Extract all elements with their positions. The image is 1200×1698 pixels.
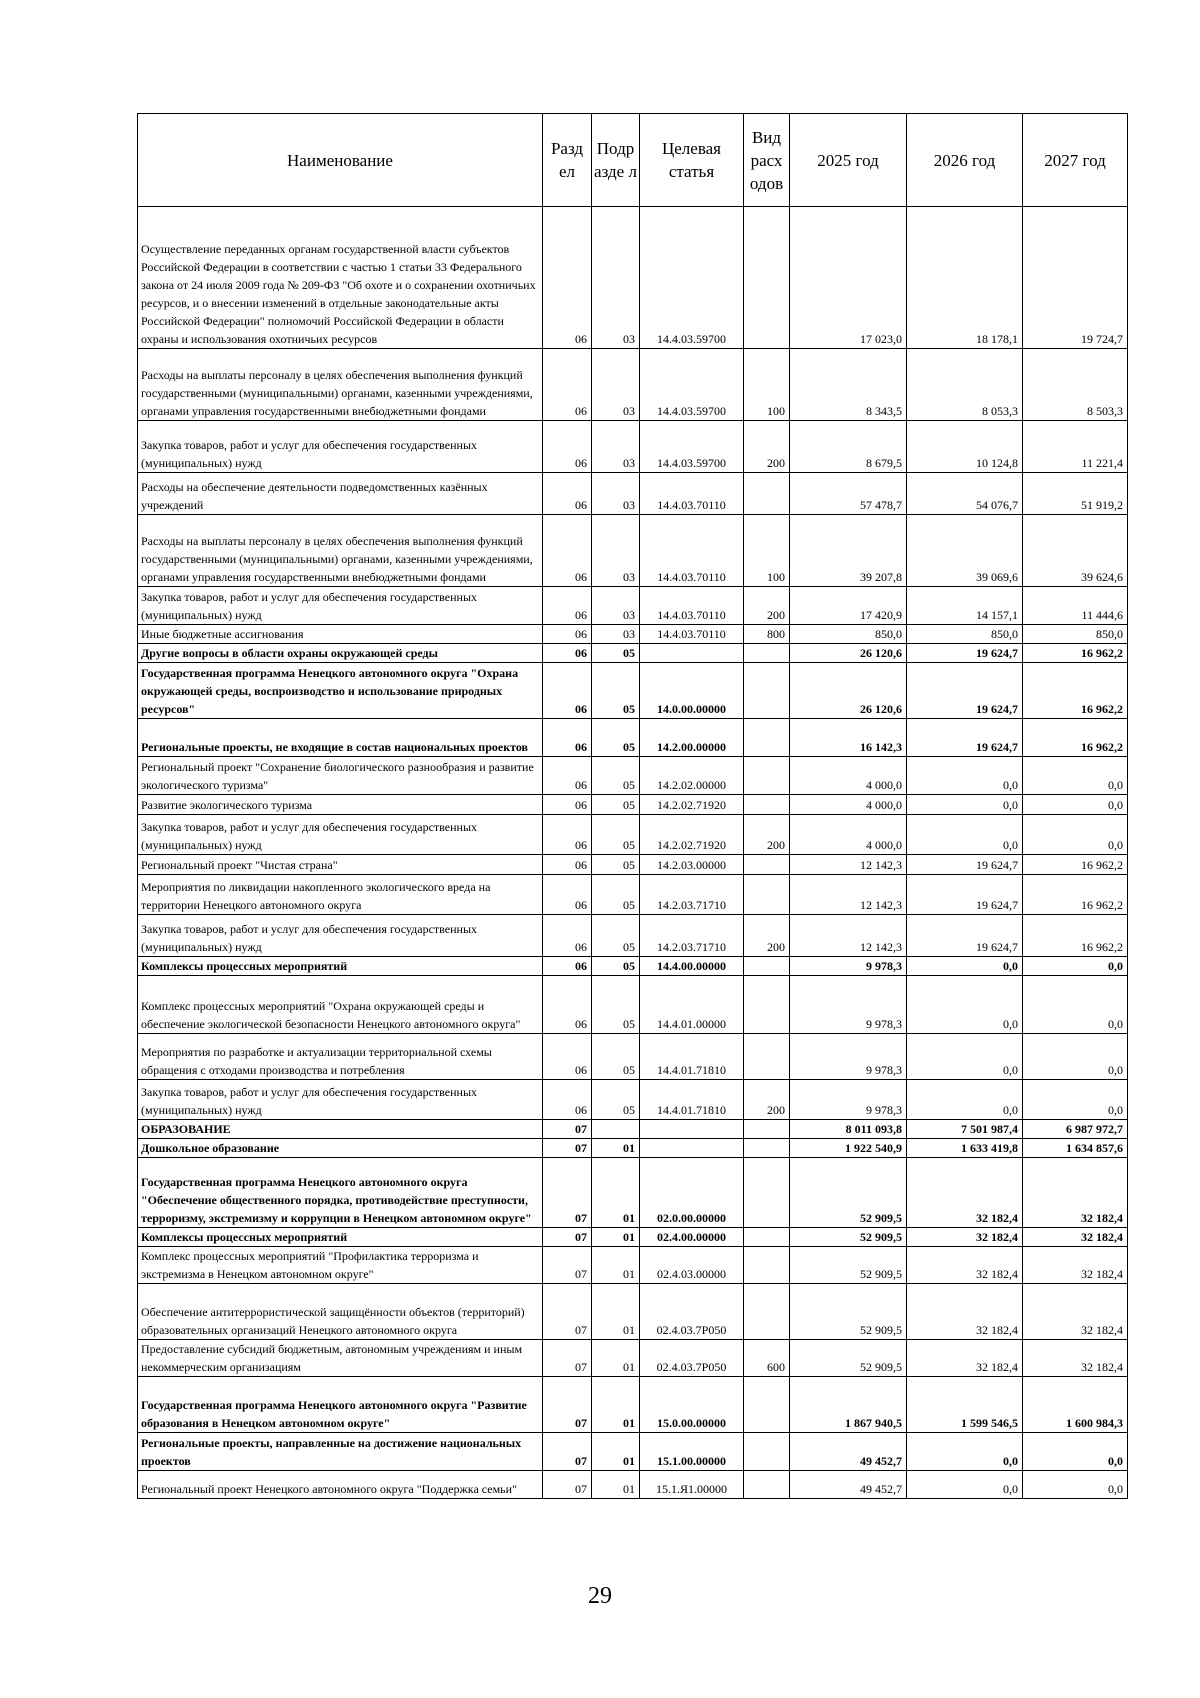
- cell-name: Государственная программа Ненецкого автономного округа "Обеспечение общественного порядка, противодействие преступности, терроризму, экстремизму и коррупции в Ненецком автономном округе": [138, 1158, 543, 1228]
- table-row: [138, 855, 1128, 875]
- cell-name: Региональные проекты, не входящие в состав национальных проектов: [138, 719, 543, 757]
- cell-section: 06: [543, 587, 592, 625]
- cell-2025: 12 142,3: [790, 915, 907, 957]
- table-row: [138, 795, 1128, 815]
- cell-section: 06: [543, 757, 592, 795]
- cell-name: Закупка товаров, работ и услуг для обеспечения государственных (муниципальных) нужд: [138, 421, 543, 473]
- cell-subsection: 03: [592, 473, 640, 515]
- cell-2026: 19 624,7: [907, 915, 1023, 957]
- cell-2027: 0,0: [1023, 976, 1128, 1034]
- cell-2025: 26 120,6: [790, 663, 907, 719]
- page-number: 29: [588, 1583, 612, 1609]
- cell-2026: 19 624,7: [907, 855, 1023, 875]
- cell-2025: 12 142,3: [790, 875, 907, 915]
- cell-2027: 850,0: [1023, 625, 1128, 644]
- cell-2027: 16 962,2: [1023, 915, 1128, 957]
- cell-target-article: 15.1.Я1.00000: [640, 1471, 744, 1499]
- cell-2027: 16 962,2: [1023, 719, 1128, 757]
- cell-section: 06: [543, 1080, 592, 1120]
- table-row: [138, 1471, 1128, 1499]
- cell-subsection: 05: [592, 915, 640, 957]
- cell-2027: 0,0: [1023, 795, 1128, 815]
- cell-expense-type: [744, 1228, 790, 1247]
- cell-section: 07: [543, 1377, 592, 1433]
- cell-subsection: 05: [592, 757, 640, 795]
- cell-target-article: 14.4.01.71810: [640, 1034, 744, 1080]
- cell-2026: 0,0: [907, 815, 1023, 855]
- cell-expense-type: [744, 663, 790, 719]
- cell-expense-type: [744, 473, 790, 515]
- cell-name: Развитие экологического туризма: [138, 795, 543, 815]
- cell-expense-type: [744, 1284, 790, 1340]
- cell-expense-type: 200: [744, 1080, 790, 1120]
- cell-2026: 32 182,4: [907, 1247, 1023, 1284]
- cell-2027: 11 444,6: [1023, 587, 1128, 625]
- cell-target-article: 14.4.01.71810: [640, 1080, 744, 1120]
- cell-subsection: 05: [592, 719, 640, 757]
- cell-expense-type: [744, 976, 790, 1034]
- cell-2026: 39 069,6: [907, 515, 1023, 587]
- cell-target-article: [640, 644, 744, 663]
- cell-expense-type: 600: [744, 1340, 790, 1377]
- cell-name: Региональные проекты, направленные на достижение национальных проектов: [138, 1433, 543, 1471]
- cell-name: Другие вопросы в области охраны окружающей среды: [138, 644, 543, 663]
- table-header-row: [138, 114, 1128, 207]
- cell-target-article: 02.0.00.00000: [640, 1158, 744, 1228]
- cell-2025: 4 000,0: [790, 757, 907, 795]
- cell-target-article: 14.2.02.00000: [640, 757, 744, 795]
- cell-2027: 0,0: [1023, 1034, 1128, 1080]
- cell-2025: 39 207,8: [790, 515, 907, 587]
- cell-2026: 0,0: [907, 757, 1023, 795]
- cell-2027: 51 919,2: [1023, 473, 1128, 515]
- table-row: [138, 1120, 1128, 1139]
- cell-target-article: 14.2.03.71710: [640, 915, 744, 957]
- cell-expense-type: [744, 855, 790, 875]
- cell-target-article: 14.2.03.71710: [640, 875, 744, 915]
- table-row: [138, 625, 1128, 644]
- cell-subsection: 05: [592, 795, 640, 815]
- header-2026: 2026 год: [907, 114, 1023, 207]
- cell-subsection: 03: [592, 421, 640, 473]
- cell-section: 07: [543, 1139, 592, 1158]
- cell-subsection: 01: [592, 1471, 640, 1499]
- cell-section: 06: [543, 976, 592, 1034]
- cell-2027: 32 182,4: [1023, 1158, 1128, 1228]
- cell-section: 06: [543, 957, 592, 976]
- cell-subsection: 05: [592, 663, 640, 719]
- cell-subsection: 05: [592, 957, 640, 976]
- cell-2025: 1 922 540,9: [790, 1139, 907, 1158]
- cell-section: 06: [543, 815, 592, 855]
- cell-target-article: 14.2.02.71920: [640, 795, 744, 815]
- cell-name: Закупка товаров, работ и услуг для обеспечения государственных (муниципальных) нужд: [138, 915, 543, 957]
- cell-2027: 16 962,2: [1023, 875, 1128, 915]
- cell-section: 07: [543, 1471, 592, 1499]
- cell-2027: 6 987 972,7: [1023, 1120, 1128, 1139]
- cell-2026: 32 182,4: [907, 1284, 1023, 1340]
- cell-subsection: 03: [592, 349, 640, 421]
- cell-expense-type: [744, 875, 790, 915]
- cell-target-article: 15.1.00.00000: [640, 1433, 744, 1471]
- cell-2025: 57 478,7: [790, 473, 907, 515]
- table-row: [138, 875, 1128, 915]
- cell-expense-type: [744, 1433, 790, 1471]
- cell-2025: 9 978,3: [790, 957, 907, 976]
- cell-section: 07: [543, 1433, 592, 1471]
- cell-2025: 1 867 940,5: [790, 1377, 907, 1433]
- cell-name: Обеспечение антитеррористической защищённости объектов (территорий) образовательных организаций Ненецкого автономного округа: [138, 1284, 543, 1340]
- cell-subsection: 01: [592, 1247, 640, 1284]
- cell-2025: 4 000,0: [790, 815, 907, 855]
- cell-section: 06: [543, 625, 592, 644]
- cell-expense-type: 200: [744, 815, 790, 855]
- cell-subsection: 01: [592, 1158, 640, 1228]
- table-row: [138, 757, 1128, 795]
- cell-target-article: 14.0.00.00000: [640, 663, 744, 719]
- cell-target-article: [640, 1120, 744, 1139]
- cell-2025: 52 909,5: [790, 1340, 907, 1377]
- cell-2027: 0,0: [1023, 1080, 1128, 1120]
- cell-2027: 32 182,4: [1023, 1340, 1128, 1377]
- table-row: [138, 1228, 1128, 1247]
- cell-name: Мероприятия по разработке и актуализации территориальной схемы обращения с отходами производства и потребления: [138, 1034, 543, 1080]
- cell-expense-type: [744, 1247, 790, 1284]
- table-row: [138, 1080, 1128, 1120]
- cell-2027: 39 624,6: [1023, 515, 1128, 587]
- cell-2027: 19 724,7: [1023, 207, 1128, 349]
- cell-target-article: 14.2.00.00000: [640, 719, 744, 757]
- cell-subsection: [592, 1120, 640, 1139]
- cell-2026: 19 624,7: [907, 719, 1023, 757]
- cell-target-article: 14.4.03.59700: [640, 421, 744, 473]
- cell-target-article: 14.4.03.70110: [640, 473, 744, 515]
- cell-expense-type: [744, 1471, 790, 1499]
- cell-2027: 0,0: [1023, 815, 1128, 855]
- cell-section: 06: [543, 421, 592, 473]
- cell-2025: 16 142,3: [790, 719, 907, 757]
- cell-expense-type: 200: [744, 915, 790, 957]
- cell-name: Региональный проект Ненецкого автономного округа "Поддержка семьи": [138, 1471, 543, 1499]
- table-row: [138, 421, 1128, 473]
- cell-2025: 52 909,5: [790, 1284, 907, 1340]
- cell-section: 06: [543, 915, 592, 957]
- cell-name: Комплексы процессных мероприятий: [138, 1228, 543, 1247]
- cell-2027: 11 221,4: [1023, 421, 1128, 473]
- table-row: [138, 1377, 1128, 1433]
- cell-2026: 1 599 546,5: [907, 1377, 1023, 1433]
- cell-2025: 49 452,7: [790, 1433, 907, 1471]
- cell-2026: 14 157,1: [907, 587, 1023, 625]
- cell-section: 07: [543, 1120, 592, 1139]
- cell-2026: 18 178,1: [907, 207, 1023, 349]
- cell-subsection: 05: [592, 855, 640, 875]
- cell-2025: 8 343,5: [790, 349, 907, 421]
- cell-subsection: 03: [592, 625, 640, 644]
- cell-subsection: 03: [592, 587, 640, 625]
- cell-2026: 0,0: [907, 957, 1023, 976]
- cell-subsection: 05: [592, 875, 640, 915]
- cell-2025: 12 142,3: [790, 855, 907, 875]
- cell-2026: 8 053,3: [907, 349, 1023, 421]
- cell-target-article: 02.4.00.00000: [640, 1228, 744, 1247]
- table-row: [138, 473, 1128, 515]
- cell-subsection: 05: [592, 1080, 640, 1120]
- table-row: [138, 1034, 1128, 1080]
- cell-expense-type: [744, 1034, 790, 1080]
- cell-name: Осуществление переданных органам государственной власти субъектов Российской Федерации в соответствии с частью 1 статьи 33 Федерального закона от 24 июля 2009 года № 209-ФЗ "Об охоте и о сохранении охотничьих ресурсов, и о внесении изменений в отдельные законодательные акты Российской Федерации" полномочий Российской Федерации в области охраны и использования охотничьих ресурсов: [138, 207, 543, 349]
- header-2027: 2027 год: [1023, 114, 1128, 207]
- cell-section: 06: [543, 349, 592, 421]
- cell-target-article: 02.4.03.00000: [640, 1247, 744, 1284]
- cell-target-article: 14.2.03.00000: [640, 855, 744, 875]
- cell-name: Расходы на выплаты персоналу в целях обеспечения выполнения функций государственными (муниципальными) органами, казенными учреждениями, органами управления государственными внебюджетными фондами: [138, 349, 543, 421]
- table-row: [138, 1139, 1128, 1158]
- cell-2026: 0,0: [907, 1080, 1023, 1120]
- cell-target-article: 14.4.01.00000: [640, 976, 744, 1034]
- cell-2027: 32 182,4: [1023, 1247, 1128, 1284]
- table-row: [138, 663, 1128, 719]
- cell-2026: 7 501 987,4: [907, 1120, 1023, 1139]
- cell-section: 06: [543, 855, 592, 875]
- cell-name: Государственная программа Ненецкого автономного округа "Развитие образования в Ненецком автономном округе": [138, 1377, 543, 1433]
- cell-section: 06: [543, 1034, 592, 1080]
- cell-section: 07: [543, 1247, 592, 1284]
- cell-subsection: 03: [592, 207, 640, 349]
- cell-target-article: 14.4.03.59700: [640, 207, 744, 349]
- header-expense-type: Вид расх одов: [744, 114, 790, 207]
- cell-subsection: 01: [592, 1139, 640, 1158]
- cell-2025: 8 679,5: [790, 421, 907, 473]
- cell-2026: 0,0: [907, 1471, 1023, 1499]
- cell-expense-type: [744, 207, 790, 349]
- cell-section: 07: [543, 1340, 592, 1377]
- cell-2027: 32 182,4: [1023, 1284, 1128, 1340]
- cell-2027: 0,0: [1023, 1433, 1128, 1471]
- cell-name: Предоставление субсидий бюджетным, автономным учреждениям и иным некоммерческим организациям: [138, 1340, 543, 1377]
- cell-section: 06: [543, 719, 592, 757]
- cell-subsection: 03: [592, 515, 640, 587]
- cell-name: Закупка товаров, работ и услуг для обеспечения государственных (муниципальных) нужд: [138, 1080, 543, 1120]
- table-row: [138, 587, 1128, 625]
- cell-subsection: 05: [592, 644, 640, 663]
- cell-expense-type: [744, 1158, 790, 1228]
- cell-name: ОБРАЗОВАНИЕ: [138, 1120, 543, 1139]
- cell-section: 07: [543, 1284, 592, 1340]
- header-target-article: Целевая статья: [640, 114, 744, 207]
- table-row: [138, 976, 1128, 1034]
- cell-name: Региональный проект "Сохранение биологического разнообразия и развитие экологического туризма": [138, 757, 543, 795]
- cell-name: Дошкольное образование: [138, 1139, 543, 1158]
- cell-section: 07: [543, 1158, 592, 1228]
- cell-expense-type: [744, 757, 790, 795]
- cell-expense-type: 200: [744, 421, 790, 473]
- cell-2025: 26 120,6: [790, 644, 907, 663]
- cell-2025: 9 978,3: [790, 1034, 907, 1080]
- cell-expense-type: [744, 1120, 790, 1139]
- cell-2025: 4 000,0: [790, 795, 907, 815]
- header-name: Наименование: [138, 114, 543, 207]
- cell-section: 06: [543, 473, 592, 515]
- cell-expense-type: [744, 957, 790, 976]
- table-body: [138, 207, 1128, 1499]
- cell-target-article: 14.4.03.59700: [640, 349, 744, 421]
- cell-2026: 19 624,7: [907, 663, 1023, 719]
- cell-2026: 19 624,7: [907, 644, 1023, 663]
- cell-2025: 9 978,3: [790, 976, 907, 1034]
- cell-target-article: 02.4.03.7Р050: [640, 1284, 744, 1340]
- cell-2027: 0,0: [1023, 957, 1128, 976]
- table-row: [138, 1340, 1128, 1377]
- cell-subsection: 05: [592, 1034, 640, 1080]
- cell-target-article: 14.4.03.70110: [640, 515, 744, 587]
- cell-section: 06: [543, 663, 592, 719]
- cell-expense-type: 200: [744, 587, 790, 625]
- cell-expense-type: [744, 719, 790, 757]
- cell-2027: 0,0: [1023, 757, 1128, 795]
- table-row: [138, 1284, 1128, 1340]
- cell-name: Государственная программа Ненецкого автономного округа "Охрана окружающей среды, воспроизводство и использование природных ресурсов": [138, 663, 543, 719]
- cell-subsection: 05: [592, 815, 640, 855]
- cell-2026: 10 124,8: [907, 421, 1023, 473]
- cell-2027: 1 634 857,6: [1023, 1139, 1128, 1158]
- cell-subsection: 01: [592, 1433, 640, 1471]
- cell-section: 07: [543, 1228, 592, 1247]
- cell-section: 06: [543, 875, 592, 915]
- cell-2027: 16 962,2: [1023, 855, 1128, 875]
- cell-2026: 19 624,7: [907, 875, 1023, 915]
- cell-subsection: 01: [592, 1377, 640, 1433]
- cell-name: Региональный проект "Чистая страна": [138, 855, 543, 875]
- cell-2027: 8 503,3: [1023, 349, 1128, 421]
- cell-2027: 32 182,4: [1023, 1228, 1128, 1247]
- cell-2025: 850,0: [790, 625, 907, 644]
- cell-2026: 850,0: [907, 625, 1023, 644]
- cell-section: 06: [543, 644, 592, 663]
- budget-table: [137, 113, 1128, 1499]
- cell-section: 06: [543, 795, 592, 815]
- cell-expense-type: 800: [744, 625, 790, 644]
- header-2025: 2025 год: [790, 114, 907, 207]
- table-row: [138, 207, 1128, 349]
- cell-2025: 8 011 093,8: [790, 1120, 907, 1139]
- cell-expense-type: [744, 644, 790, 663]
- cell-name: Расходы на выплаты персоналу в целях обеспечения выполнения функций государственными (муниципальными) органами, казенными учреждениями, органами управления государственными внебюджетными фондами: [138, 515, 543, 587]
- cell-expense-type: [744, 795, 790, 815]
- cell-2025: 49 452,7: [790, 1471, 907, 1499]
- cell-name: Комплекс процессных мероприятий "Охрана окружающей среды и обеспечение экологической безопасности Ненецкого автономного округа": [138, 976, 543, 1034]
- cell-name: Комплексы процессных мероприятий: [138, 957, 543, 976]
- cell-expense-type: 100: [744, 515, 790, 587]
- header-section: Разд ел: [543, 114, 592, 207]
- cell-name: Закупка товаров, работ и услуг для обеспечения государственных (муниципальных) нужд: [138, 815, 543, 855]
- cell-2026: 0,0: [907, 795, 1023, 815]
- cell-2027: 1 600 984,3: [1023, 1377, 1128, 1433]
- table-row: [138, 349, 1128, 421]
- cell-target-article: 14.4.00.00000: [640, 957, 744, 976]
- cell-target-article: 02.4.03.7Р050: [640, 1340, 744, 1377]
- table-row: [138, 515, 1128, 587]
- cell-subsection: 01: [592, 1284, 640, 1340]
- cell-target-article: 14.4.03.70110: [640, 587, 744, 625]
- cell-2026: 32 182,4: [907, 1340, 1023, 1377]
- cell-2026: 0,0: [907, 976, 1023, 1034]
- cell-2025: 52 909,5: [790, 1158, 907, 1228]
- cell-subsection: 01: [592, 1228, 640, 1247]
- cell-target-article: 15.0.00.00000: [640, 1377, 744, 1433]
- table-row: [138, 915, 1128, 957]
- table-row: [138, 1433, 1128, 1471]
- cell-subsection: 01: [592, 1340, 640, 1377]
- cell-name: Комплекс процессных мероприятий "Профилактика терроризма и экстремизма в Ненецком автономном округе": [138, 1247, 543, 1284]
- cell-section: 06: [543, 515, 592, 587]
- cell-expense-type: [744, 1377, 790, 1433]
- table-row: [138, 719, 1128, 757]
- cell-2025: 52 909,5: [790, 1228, 907, 1247]
- cell-2027: 16 962,2: [1023, 644, 1128, 663]
- table-row: [138, 815, 1128, 855]
- cell-2026: 1 633 419,8: [907, 1139, 1023, 1158]
- cell-name: Иные бюджетные ассигнования: [138, 625, 543, 644]
- cell-subsection: 05: [592, 976, 640, 1034]
- cell-name: Расходы на обеспечение деятельности подведомственных казённых учреждений: [138, 473, 543, 515]
- header-subsection: Подр азде л: [592, 114, 640, 207]
- cell-2026: 32 182,4: [907, 1158, 1023, 1228]
- cell-expense-type: [744, 1139, 790, 1158]
- cell-2026: 54 076,7: [907, 473, 1023, 515]
- table-row: [138, 957, 1128, 976]
- cell-2025: 17 023,0: [790, 207, 907, 349]
- cell-2025: 52 909,5: [790, 1247, 907, 1284]
- cell-2026: 32 182,4: [907, 1228, 1023, 1247]
- cell-2026: 0,0: [907, 1433, 1023, 1471]
- cell-expense-type: 100: [744, 349, 790, 421]
- table-row: [138, 1247, 1128, 1284]
- cell-name: Мероприятия по ликвидации накопленного экологического вреда на территории Ненецкого автономного округа: [138, 875, 543, 915]
- cell-target-article: 14.2.02.71920: [640, 815, 744, 855]
- cell-2025: 9 978,3: [790, 1080, 907, 1120]
- cell-2027: 0,0: [1023, 1471, 1128, 1499]
- cell-target-article: 14.4.03.70110: [640, 625, 744, 644]
- cell-name: Закупка товаров, работ и услуг для обеспечения государственных (муниципальных) нужд: [138, 587, 543, 625]
- cell-2026: 0,0: [907, 1034, 1023, 1080]
- table-row: [138, 1158, 1128, 1228]
- cell-target-article: [640, 1139, 744, 1158]
- cell-2025: 17 420,9: [790, 587, 907, 625]
- table-row: [138, 644, 1128, 663]
- cell-section: 06: [543, 207, 592, 349]
- cell-2027: 16 962,2: [1023, 663, 1128, 719]
